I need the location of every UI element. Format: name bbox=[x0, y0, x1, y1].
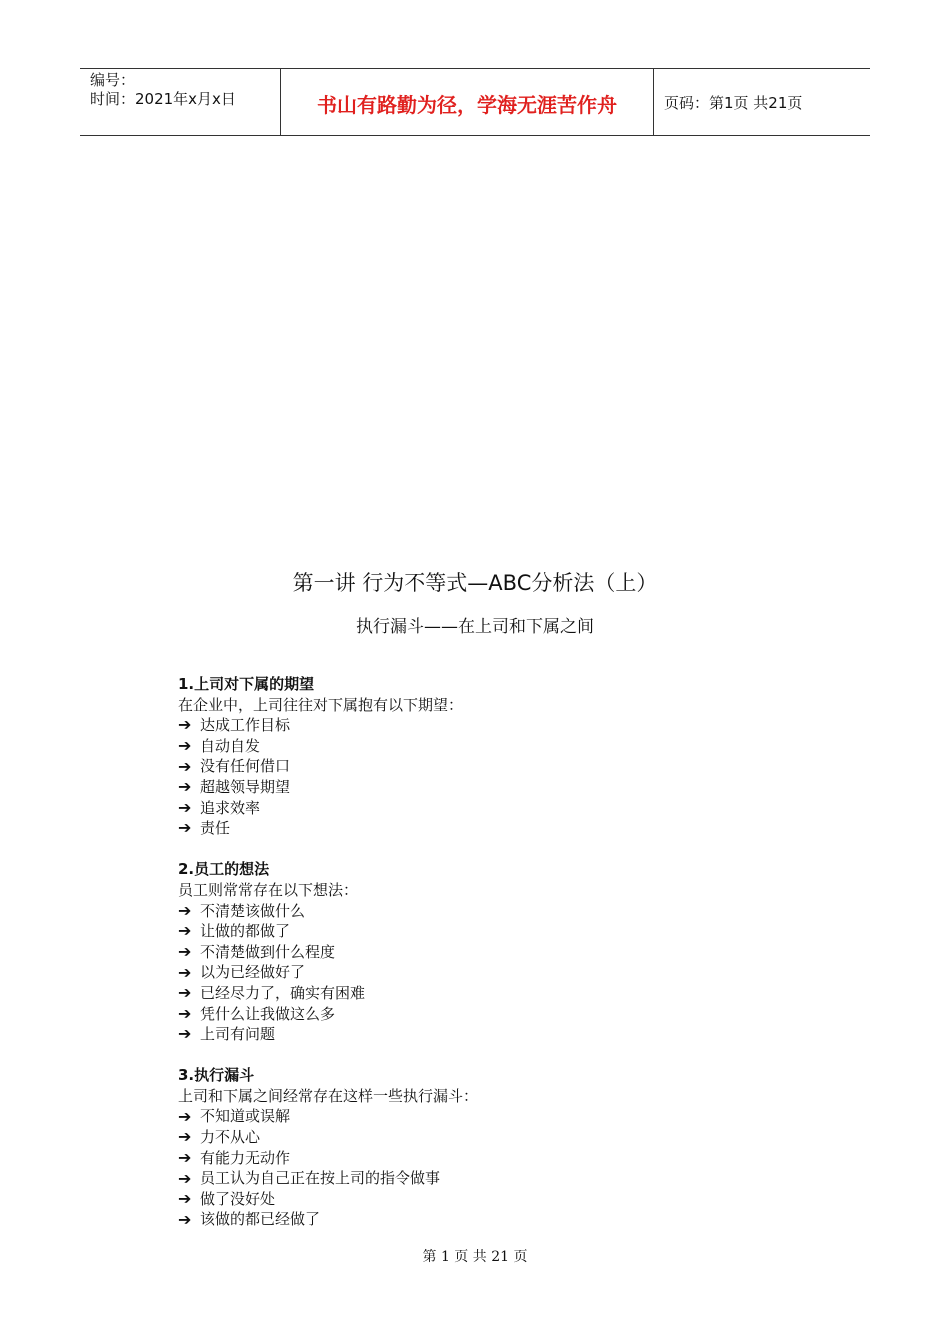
arrow-right-icon: ➔ bbox=[178, 1106, 192, 1126]
list-item bbox=[178, 736, 778, 757]
list-item-text: 不清楚做到什么程度 bbox=[200, 942, 336, 961]
page-footer: 第 1 页 共 21 页 bbox=[422, 1249, 528, 1265]
arrow-right-icon: ➔ bbox=[178, 1189, 192, 1209]
list-item-text: 超越领导期望 bbox=[200, 777, 291, 796]
list-item bbox=[178, 942, 778, 963]
arrow-right-icon: ➔ bbox=[178, 962, 192, 982]
arrow-right-icon: ➔ bbox=[178, 797, 192, 817]
arrow-right-icon: ➔ bbox=[178, 756, 192, 776]
list-item-text: 有能力无动作 bbox=[200, 1148, 291, 1167]
list-item bbox=[178, 901, 778, 922]
list-item-text: 以为已经做好了 bbox=[200, 963, 306, 982]
date-label: 时间：2021年x月x日 bbox=[90, 90, 236, 108]
arrow-right-icon: ➔ bbox=[178, 921, 192, 941]
list-item-text: 已经尽力了，确实有困难 bbox=[200, 983, 366, 1002]
arrow-right-icon: ➔ bbox=[178, 736, 192, 756]
list-item bbox=[178, 1209, 778, 1230]
header-page-info: 页码：第1页 共21页 bbox=[664, 93, 803, 112]
section-heading: 3.执行漏斗 bbox=[178, 1066, 255, 1085]
list-item-text: 力不从心 bbox=[200, 1128, 261, 1147]
list-item-text: 不知道或误解 bbox=[200, 1107, 291, 1126]
list-item-text: 没有任何借口 bbox=[200, 757, 291, 776]
section-intro: 在企业中，上司往往对下属抱有以下期望： bbox=[178, 695, 464, 714]
list-item bbox=[178, 1024, 778, 1045]
arrow-right-icon: ➔ bbox=[178, 777, 192, 797]
list-item-text: 不清楚该做什么 bbox=[200, 901, 306, 920]
arrow-right-icon: ➔ bbox=[178, 1209, 192, 1229]
list-item bbox=[178, 777, 778, 798]
list-item-text: 凭什么让我做这么多 bbox=[200, 1004, 336, 1023]
section-intro: 上司和下属之间经常存在这样一些执行漏斗： bbox=[178, 1086, 479, 1105]
header-motto: 书山有路勤为径，学海无涯苦作舟 bbox=[281, 69, 654, 135]
list-item bbox=[178, 1189, 778, 1210]
arrow-right-icon: ➔ bbox=[178, 900, 192, 920]
arrow-right-icon: ➔ bbox=[178, 1147, 192, 1167]
document-title: 第一讲 行为不等式—ABC分析法（上） bbox=[292, 571, 658, 595]
section-2 bbox=[178, 859, 778, 1044]
arrow-right-icon: ➔ bbox=[178, 1024, 192, 1044]
list-item bbox=[178, 1168, 778, 1189]
number-label: 编号： bbox=[90, 71, 136, 89]
list-item bbox=[178, 1127, 778, 1148]
list-item bbox=[178, 818, 778, 839]
page-header bbox=[80, 68, 870, 136]
list-item-text: 做了没好处 bbox=[200, 1189, 276, 1208]
list-item-text: 追求效率 bbox=[200, 798, 261, 817]
arrow-right-icon: ➔ bbox=[178, 715, 192, 735]
arrow-right-icon: ➔ bbox=[178, 942, 192, 962]
document-subtitle: 执行漏斗——在上司和下属之间 bbox=[356, 617, 594, 637]
list-item-text: 员工认为自己正在按上司的指令做事 bbox=[200, 1169, 441, 1188]
document-body bbox=[178, 674, 778, 1251]
header-meta bbox=[80, 69, 281, 135]
arrow-right-icon: ➔ bbox=[178, 818, 192, 838]
list-item bbox=[178, 1004, 778, 1025]
section-heading: 1.上司对下属的期望 bbox=[178, 675, 315, 693]
list-item-text: 上司有问题 bbox=[200, 1025, 276, 1044]
list-item bbox=[178, 983, 778, 1004]
arrow-right-icon: ➔ bbox=[178, 1168, 192, 1188]
list-item-text: 责任 bbox=[200, 819, 231, 838]
list-item bbox=[178, 756, 778, 777]
list-item-text: 让做的都做了 bbox=[200, 922, 291, 941]
list-item-text: 达成工作目标 bbox=[200, 716, 291, 735]
arrow-right-icon: ➔ bbox=[178, 1003, 192, 1023]
list-item-text: 该做的都已经做了 bbox=[200, 1210, 321, 1229]
list-item bbox=[178, 1148, 778, 1169]
section-1 bbox=[178, 674, 778, 839]
list-item bbox=[178, 921, 778, 942]
section-intro: 员工则常常存在以下想法： bbox=[178, 880, 359, 899]
list-item-text: 自动自发 bbox=[200, 736, 261, 755]
list-item bbox=[178, 1106, 778, 1127]
list-item bbox=[178, 715, 778, 736]
list-item bbox=[178, 798, 778, 819]
section-3 bbox=[178, 1065, 778, 1230]
arrow-right-icon: ➔ bbox=[178, 983, 192, 1003]
list-item bbox=[178, 962, 778, 983]
section-heading: 2.员工的想法 bbox=[178, 860, 270, 879]
arrow-right-icon: ➔ bbox=[178, 1127, 192, 1147]
